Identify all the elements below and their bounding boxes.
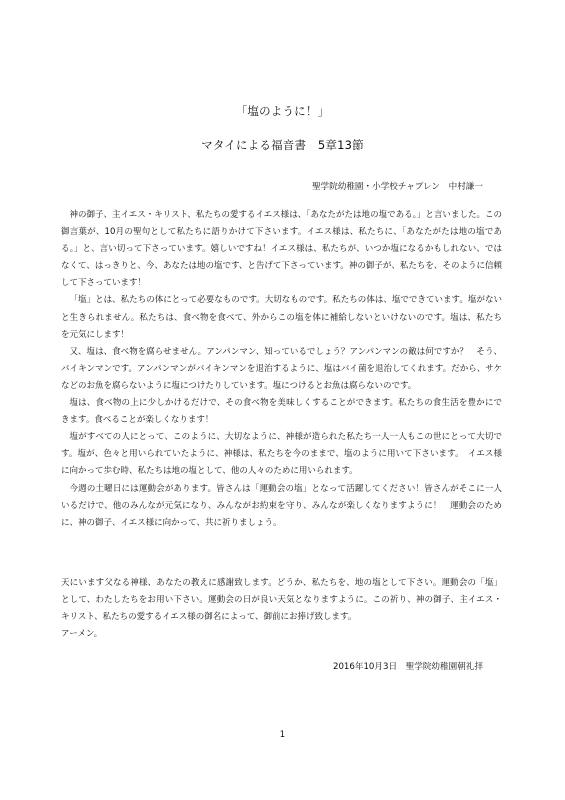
page-number: 1	[279, 730, 286, 740]
page-title: 「塩のように！」	[235, 104, 330, 118]
prayer-section	[61, 575, 502, 643]
amen-line: アーメン。	[61, 629, 103, 640]
scripture-reference: マタイによる福音書 5章13節	[201, 138, 364, 152]
body-paragraph: 塩は、食べ物の上に少しかけるだけで、その食べ物を美味しくすることができます。私たちの食生活を豊かにできます。食べることが楽しくなります！	[61, 398, 502, 426]
body-paragraph: 「塩」とは、私たちの体にとって必要なものです。大切なものです。私たちの体は、塩でできています。塩がないと生きられません。私たちは、食べ物を食べて、外からこの塩を体に補給しないといけないのです。塩は、私たちを元気にします！	[61, 295, 502, 340]
author-line: 聖学院幼稚園・小学校チャプレン 中村謙一	[311, 182, 483, 192]
body-paragraph: 又、塩は、食べ物を腐らせません。アンパンマン、知っているでしょう？アンパンマンの敵は何ですか？ そう、バイキンマンです。アンパンマンがバイキンマンを退治するように、塩はバイ菌を退治してくれます。だから、サケなどのお魚を腐らないように塩につけたりしています。塩につけるとお魚は腐らないのです。	[61, 346, 502, 391]
sermon-body	[61, 207, 502, 532]
prayer-paragraph: 天にいます父なる神様、あなたの教えに感謝致します。どうか、私たちを、地の塩として下さい。運動会の「塩」として、わたしたちをお用い下さい。運動会の日が良い天気となりますように。この祈り、神の御子、主イエス・キリスト、私たちの愛するイエス様の御名によって、御前にお捧げ致します。	[61, 578, 502, 623]
body-paragraph: 塩がすべての人にとって、このように、大切なように、神様が造られた私たち一人一人もこの世にとって大切です。塩が、色々と用いられていたように、神様は、私たちを今のままで、塩のように用いて下さいます。 イエス様に向かって歩む時、私たちは地の塩として、他の人々のために用いられます。	[61, 432, 502, 477]
body-paragraph: 今週の土曜日には運動会があります。皆さんは「運動会の塩」となって活躍してください！皆さんがそこに一人いるだけで、他のみんなが元気になり、みんながお約束を守り、みんなが楽しくなりますように！ 運動会のために、神の御子、イエス様に向かって、共に祈りましょう。	[61, 483, 502, 528]
date-line: 2016年10月3日 聖学院幼稚園朝礼拝	[333, 662, 483, 672]
body-paragraph: 神の御子、主イエス・キリスト、私たちの愛するイエス様は、「あなたがたは地の塩である。」と言いました。この御言葉が、10月の聖句として私たちに語りかけて下さいます。イエス様は、私たちに、「あなたがたは地の塩である。」と、言い切って下さっています。嬉しいですね！イエス様は、私たちが、いつか塩になるかもしれない、ではなくて、はっきりと、今、あなたは地の塩です、と告げて下さっています。神の御子が、私たちを、そのように信頼して下さっています！	[61, 210, 502, 289]
